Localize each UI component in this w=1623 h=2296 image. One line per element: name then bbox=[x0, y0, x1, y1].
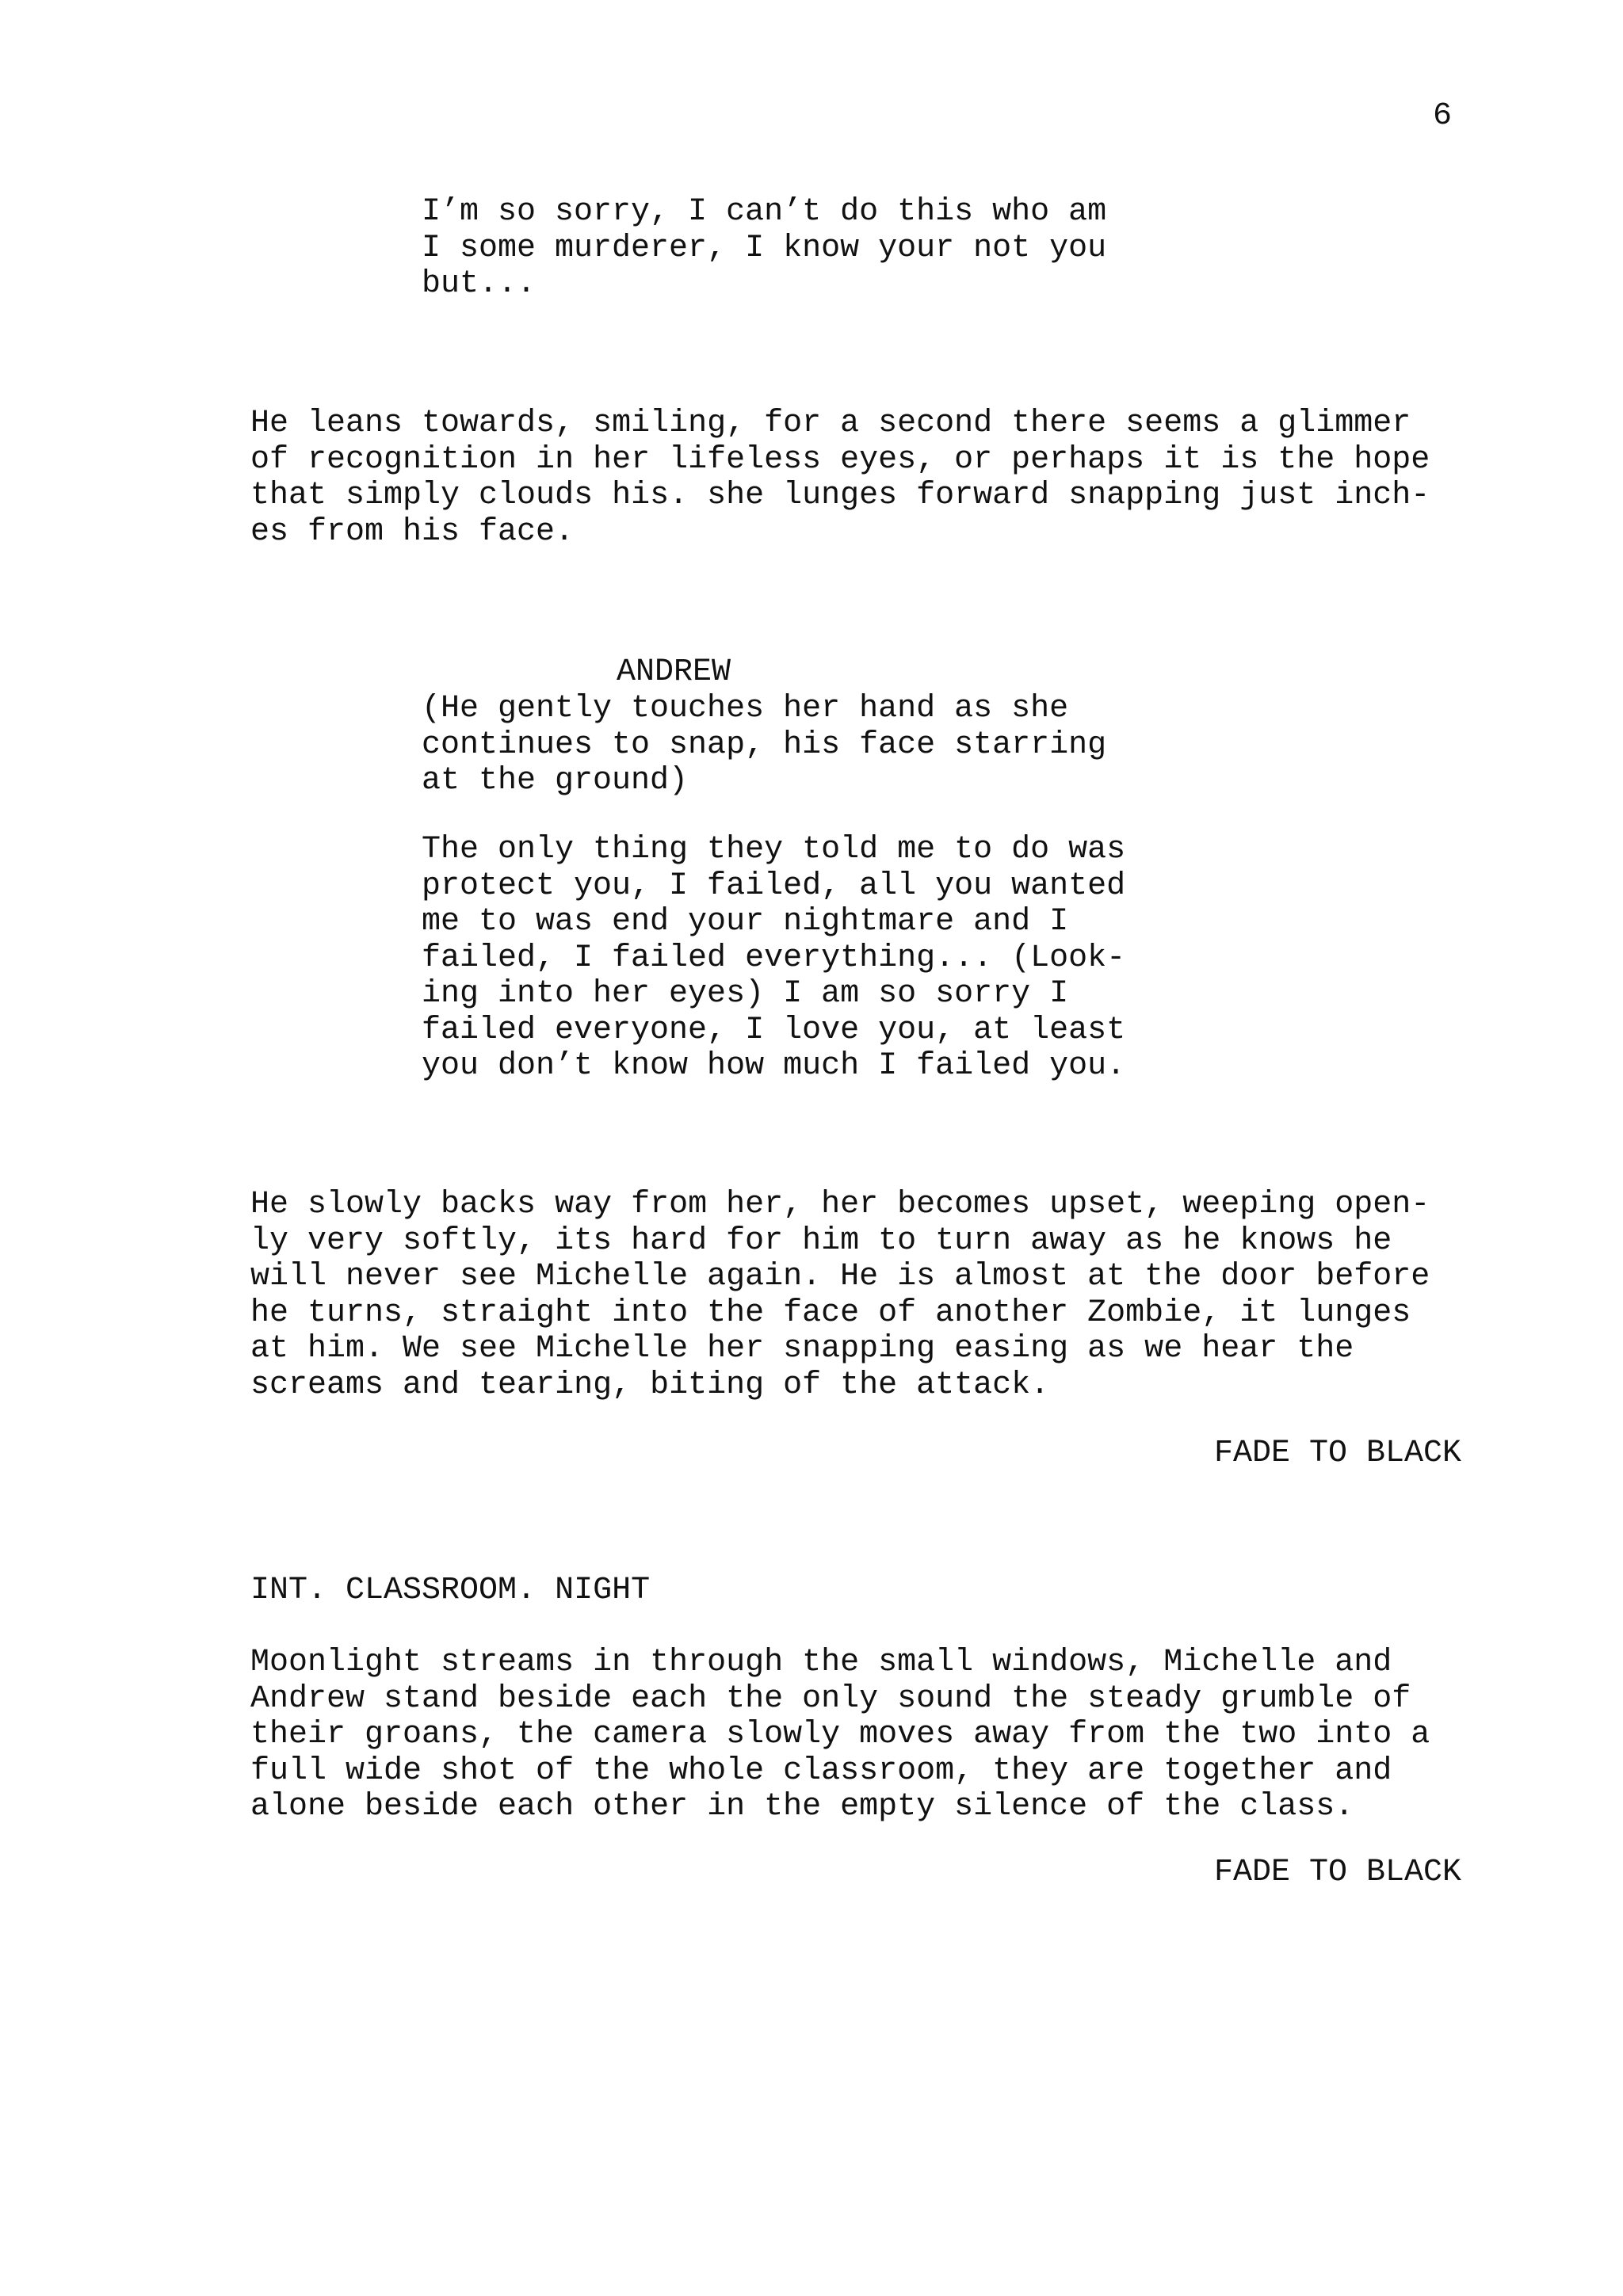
transition: FADE TO BLACK bbox=[1214, 1436, 1462, 1471]
character-name: ANDREW bbox=[617, 654, 731, 690]
page-number: 6 bbox=[1433, 98, 1453, 134]
transition: FADE TO BLACK bbox=[1214, 1855, 1462, 1890]
dialogue-block: I’m so sorry, I can’t do this who am I some murderer, I know your not you but... bbox=[422, 194, 1107, 302]
dialogue-block: The only thing they told me to do was protect you, I failed, all you wanted me to was end your nightmare and I failed, I failed everything... (Look- ing into her eyes) I am so sorry I failed everyone, I love you, at least you don’t know how much I failed you. bbox=[422, 832, 1126, 1084]
parenthetical: (He gently touches her hand as she continues to snap, his face starring at the ground) bbox=[422, 691, 1107, 799]
action-block: He leans towards, smiling, for a second there seems a glimmer of recognition in her lifeless eyes, or perhaps it is the hope that simply clouds his. she lunges forward snapping just inch- es from his face. bbox=[250, 406, 1430, 550]
scene-heading: INT. CLASSROOM. NIGHT bbox=[250, 1573, 651, 1608]
action-block: He slowly backs way from her, her becomes upset, weeping open- ly very softly, its hard for him to turn away as he knows he will never see Michelle again. He is almost at the door before he turns, straight into the face of another Zombie, it lunges at him. We see Michelle her snapping easing as we hear the screams and tearing, biting of the attack. bbox=[250, 1187, 1430, 1403]
action-block: Moonlight streams in through the small windows, Michelle and Andrew stand beside each the only sound the steady grumble of their groans, the camera slowly moves away from the two into a full wide shot of the whole classroom, they are together and alone beside each other in the empty silence of the class. bbox=[250, 1645, 1430, 1825]
